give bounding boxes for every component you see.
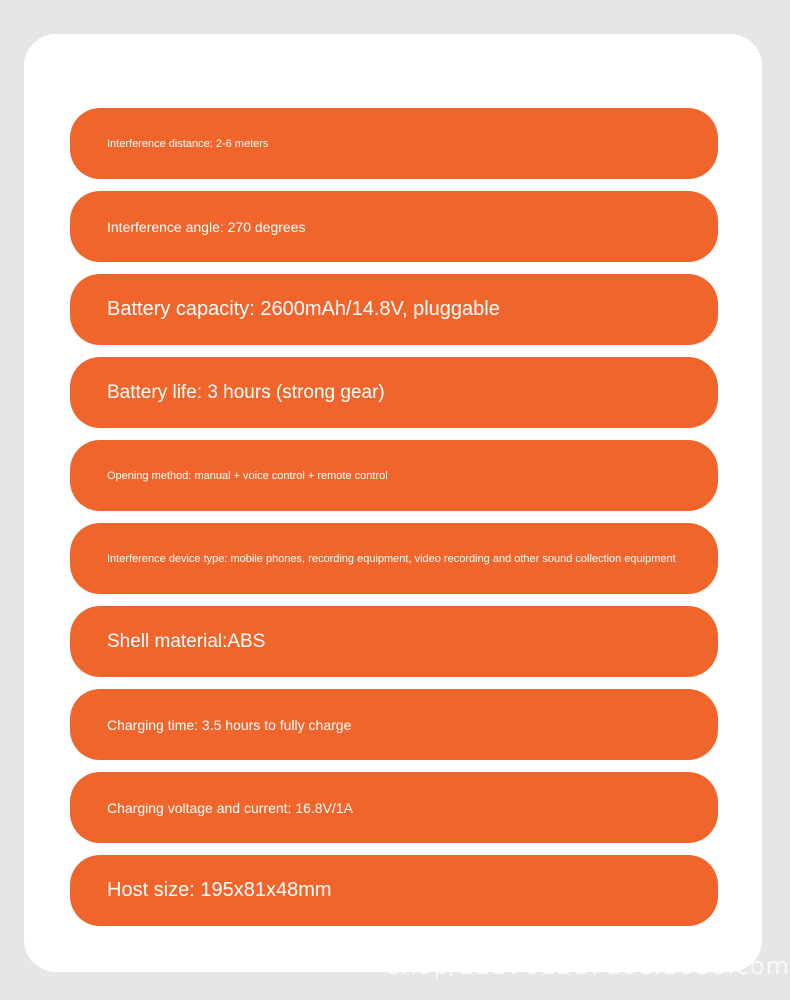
spec-list: [70, 108, 718, 926]
spec-item-interference-angle: [70, 191, 718, 262]
spec-label: Charging time: 3.5 hours to fully charge: [107, 716, 352, 733]
spec-label: Interference distance: 2-6 meters: [107, 137, 269, 150]
spec-label: Shell material:ABS: [107, 630, 266, 652]
spec-label: Host size: 195x81x48mm: [107, 879, 332, 901]
spec-label: Interference device type: mobile phones, recording equipment, video recording and other sound collection equipment: [107, 552, 676, 565]
spec-item-host-size: [70, 855, 718, 926]
spec-label: Charging voltage and current: 16.8V/1A: [107, 799, 353, 816]
spec-label: Opening method: manual + voice control + remote control: [107, 469, 388, 482]
spec-item-interference-device-type: [70, 523, 718, 594]
spec-item-charging-time: [70, 689, 718, 760]
spec-label: Battery life: 3 hours (strong gear): [107, 381, 385, 403]
spec-item-battery-capacity: [70, 274, 718, 345]
spec-item-charging-voltage: [70, 772, 718, 843]
spec-label: Battery capacity: 2600mAh/14.8V, pluggable: [107, 298, 500, 320]
spec-card: [24, 34, 762, 972]
spec-label: Interference angle: 270 degrees: [107, 218, 306, 235]
spec-item-battery-life: [70, 357, 718, 428]
spec-item-interference-distance: [70, 108, 718, 179]
watermark: shop/1117012d7d6e.1688.com: [388, 952, 790, 980]
spec-item-shell-material: [70, 606, 718, 677]
spec-item-opening-method: [70, 440, 718, 511]
